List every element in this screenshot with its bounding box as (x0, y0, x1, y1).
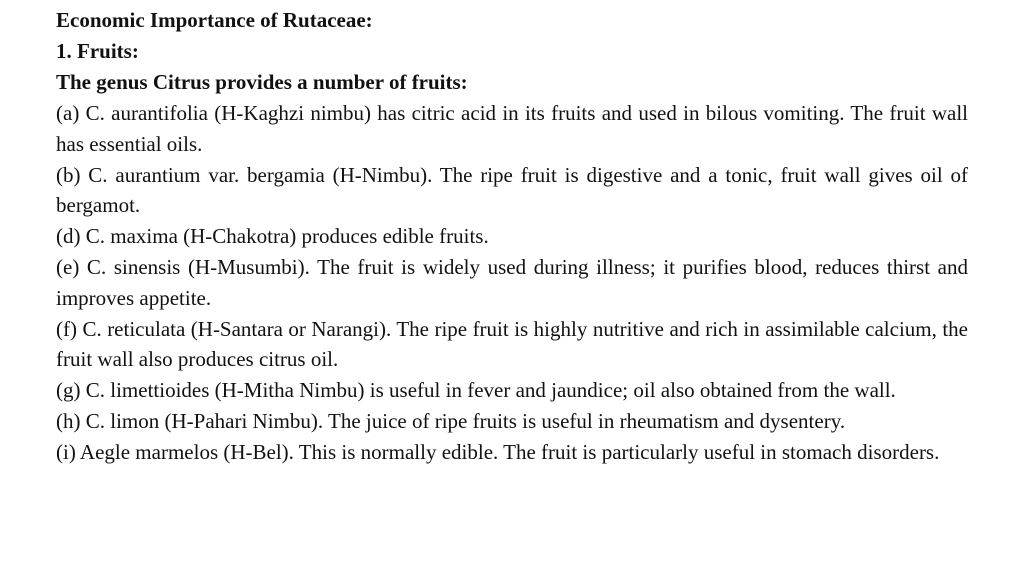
paragraph-item: (f) C. reticulata (H-Santara or Narangi). The ripe fruit is highly nutritive and rich in assimilable calcium, the fruit wall also produces citrus oil. (56, 316, 968, 372)
paragraph-item: (i) Aegle marmelos (H-Bel). This is normally edible. The fruit is particularly useful in stomach disorders. (56, 439, 940, 464)
section-heading: 1. Fruits: (56, 39, 139, 63)
paragraph-item: (g) C. limettioides (H-Mitha Nimbu) is useful in fever and jaundice; oil also obtained from the wall. (56, 378, 896, 403)
subheading: The genus Citrus provides a number of fruits: (56, 70, 468, 94)
paragraph-item: (d) C. maxima (H-Chakotra) produces edible fruits. (56, 224, 489, 249)
paragraph-item: (b) C. aurantium var. bergamia (H-Nimbu). The ripe fruit is digestive and a tonic, fruit wall gives oil of bergamot. (56, 162, 968, 218)
paragraph-item: (e) C. sinensis (H-Musumbi). The fruit is widely used during illness; it purifies blood, reduces thirst and improves appetite. (56, 254, 968, 310)
paragraph-item: (a) C. aurantifolia (H-Kaghzi nimbu) has citric acid in its fruits and used in bilous vomiting. The fruit wall has essential oils. (56, 101, 968, 156)
page-title: Economic Importance of Rutaceae: (56, 8, 373, 32)
paragraph-item: (h) C. limon (H-Pahari Nimbu). The juice of ripe fruits is useful in rheumatism and dysentery. (56, 408, 846, 433)
